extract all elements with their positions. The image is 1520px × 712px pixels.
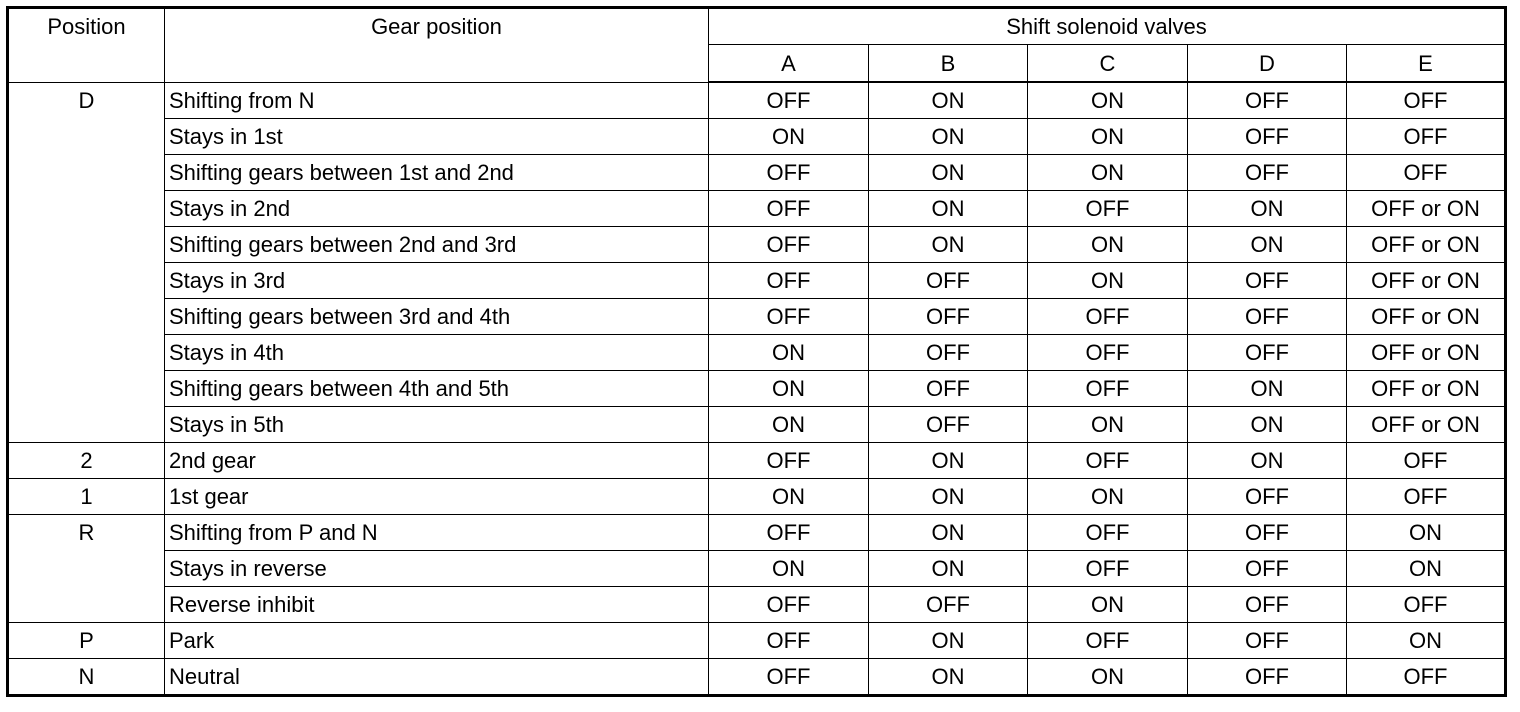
valve-b-state-cell: ON <box>869 82 1028 119</box>
valve-b-state-cell: ON <box>869 227 1028 263</box>
valve-d-state-cell: ON <box>1188 191 1347 227</box>
valve-c-state-cell: ON <box>1028 227 1188 263</box>
header-valve-a: A <box>709 45 869 83</box>
valve-a-state-cell: OFF <box>709 155 869 191</box>
valve-c-state-cell: ON <box>1028 479 1188 515</box>
header-shift-solenoid-valves: Shift solenoid valves <box>709 8 1506 45</box>
valve-e-state-cell: OFF <box>1347 82 1506 119</box>
valve-d-state-cell: OFF <box>1188 479 1347 515</box>
table-row <box>8 659 1506 696</box>
valve-b-state-cell: OFF <box>869 335 1028 371</box>
valve-d-state-cell: OFF <box>1188 299 1347 335</box>
table-row <box>8 263 1506 299</box>
position-cell: P <box>8 623 165 659</box>
valve-c-state-cell: ON <box>1028 119 1188 155</box>
valve-a-state-cell: OFF <box>709 443 869 479</box>
valve-e-state-cell: OFF <box>1347 479 1506 515</box>
valve-c-state-cell: ON <box>1028 659 1188 696</box>
valve-e-state-cell: OFF or ON <box>1347 407 1506 443</box>
table-row <box>8 299 1506 335</box>
valve-a-state-cell: ON <box>709 371 869 407</box>
valve-a-state-cell: OFF <box>709 587 869 623</box>
valve-a-state-cell: ON <box>709 335 869 371</box>
valve-e-state-cell: OFF or ON <box>1347 335 1506 371</box>
valve-a-state-cell: OFF <box>709 191 869 227</box>
valve-e-state-cell: OFF or ON <box>1347 299 1506 335</box>
valve-a-state-cell: OFF <box>709 263 869 299</box>
valve-b-state-cell: ON <box>869 443 1028 479</box>
valve-a-state-cell: OFF <box>709 227 869 263</box>
valve-c-state-cell: OFF <box>1028 515 1188 551</box>
position-cell: 2 <box>8 443 165 479</box>
valve-a-state-cell: OFF <box>709 82 869 119</box>
valve-d-state-cell: ON <box>1188 227 1347 263</box>
valve-c-state-cell: ON <box>1028 263 1188 299</box>
valve-b-state-cell: ON <box>869 659 1028 696</box>
gear-position-cell: Stays in reverse <box>165 551 709 587</box>
valve-b-state-cell: ON <box>869 515 1028 551</box>
table-row <box>8 335 1506 371</box>
valve-b-state-cell: OFF <box>869 263 1028 299</box>
gear-position-cell: Stays in 1st <box>165 119 709 155</box>
position-cell: 1 <box>8 479 165 515</box>
gear-position-cell: Shifting gears between 3rd and 4th <box>165 299 709 335</box>
valve-e-state-cell: OFF or ON <box>1347 191 1506 227</box>
table-row <box>8 82 1506 119</box>
gear-position-cell: Shifting gears between 1st and 2nd <box>165 155 709 191</box>
valve-e-state-cell: OFF or ON <box>1347 263 1506 299</box>
valve-c-state-cell: OFF <box>1028 299 1188 335</box>
valve-c-state-cell: OFF <box>1028 551 1188 587</box>
gear-position-cell: Shifting from N <box>165 82 709 119</box>
valve-e-state-cell: OFF <box>1347 659 1506 696</box>
table-row <box>8 371 1506 407</box>
valve-b-state-cell: ON <box>869 479 1028 515</box>
table-row <box>8 191 1506 227</box>
valve-b-state-cell: ON <box>869 623 1028 659</box>
valve-a-state-cell: OFF <box>709 623 869 659</box>
valve-a-state-cell: ON <box>709 119 869 155</box>
valve-d-state-cell: ON <box>1188 407 1347 443</box>
valve-d-state-cell: OFF <box>1188 623 1347 659</box>
valve-e-state-cell: ON <box>1347 551 1506 587</box>
header-valve-c: C <box>1028 45 1188 83</box>
valve-a-state-cell: OFF <box>709 515 869 551</box>
gear-position-cell: Shifting from P and N <box>165 515 709 551</box>
header-valve-d: D <box>1188 45 1347 83</box>
valve-c-state-cell: OFF <box>1028 335 1188 371</box>
gear-position-cell: Neutral <box>165 659 709 696</box>
table-row <box>8 119 1506 155</box>
header-valve-b: B <box>869 45 1028 83</box>
table-row <box>8 587 1506 623</box>
gear-position-cell: Shifting gears between 2nd and 3rd <box>165 227 709 263</box>
valve-a-state-cell: ON <box>709 551 869 587</box>
solenoid-table-container <box>6 6 1507 697</box>
valve-e-state-cell: OFF <box>1347 155 1506 191</box>
table-row <box>8 155 1506 191</box>
valve-d-state-cell: OFF <box>1188 155 1347 191</box>
valve-b-state-cell: ON <box>869 551 1028 587</box>
valve-a-state-cell: ON <box>709 407 869 443</box>
valve-c-state-cell: ON <box>1028 82 1188 119</box>
valve-e-state-cell: OFF <box>1347 119 1506 155</box>
valve-d-state-cell: ON <box>1188 371 1347 407</box>
valve-b-state-cell: OFF <box>869 407 1028 443</box>
valve-c-state-cell: OFF <box>1028 371 1188 407</box>
valve-b-state-cell: ON <box>869 191 1028 227</box>
table-row <box>8 515 1506 551</box>
valve-d-state-cell: OFF <box>1188 587 1347 623</box>
valve-d-state-cell: OFF <box>1188 82 1347 119</box>
valve-d-state-cell: ON <box>1188 443 1347 479</box>
valve-b-state-cell: OFF <box>869 299 1028 335</box>
valve-a-state-cell: ON <box>709 479 869 515</box>
valve-d-state-cell: OFF <box>1188 551 1347 587</box>
valve-e-state-cell: OFF or ON <box>1347 371 1506 407</box>
valve-e-state-cell: OFF <box>1347 443 1506 479</box>
gear-position-cell: Shifting gears between 4th and 5th <box>165 371 709 407</box>
table-body <box>8 82 1506 696</box>
valve-b-state-cell: ON <box>869 119 1028 155</box>
header-gear-position: Gear position <box>165 8 709 83</box>
gear-position-cell: Stays in 3rd <box>165 263 709 299</box>
header-position: Position <box>8 8 165 83</box>
table-row <box>8 227 1506 263</box>
valve-c-state-cell: ON <box>1028 155 1188 191</box>
gear-position-cell: Stays in 4th <box>165 335 709 371</box>
valve-e-state-cell: OFF <box>1347 587 1506 623</box>
valve-b-state-cell: OFF <box>869 371 1028 407</box>
valve-c-state-cell: ON <box>1028 587 1188 623</box>
table-row <box>8 443 1506 479</box>
valve-d-state-cell: OFF <box>1188 119 1347 155</box>
gear-position-cell: Reverse inhibit <box>165 587 709 623</box>
valve-b-state-cell: OFF <box>869 587 1028 623</box>
table-row <box>8 551 1506 587</box>
valve-d-state-cell: OFF <box>1188 335 1347 371</box>
valve-c-state-cell: OFF <box>1028 443 1188 479</box>
valve-e-state-cell: ON <box>1347 515 1506 551</box>
table-row <box>8 407 1506 443</box>
gear-position-cell: 1st gear <box>165 479 709 515</box>
gear-position-cell: Stays in 2nd <box>165 191 709 227</box>
shift-solenoid-table <box>6 6 1507 697</box>
gear-position-cell: Stays in 5th <box>165 407 709 443</box>
valve-d-state-cell: OFF <box>1188 515 1347 551</box>
valve-e-state-cell: OFF or ON <box>1347 227 1506 263</box>
valve-c-state-cell: OFF <box>1028 191 1188 227</box>
position-cell: D <box>8 82 165 443</box>
valve-c-state-cell: ON <box>1028 407 1188 443</box>
valve-d-state-cell: OFF <box>1188 263 1347 299</box>
valve-c-state-cell: OFF <box>1028 623 1188 659</box>
position-cell: R <box>8 515 165 623</box>
table-row <box>8 479 1506 515</box>
header-valve-e: E <box>1347 45 1506 83</box>
gear-position-cell: 2nd gear <box>165 443 709 479</box>
valve-d-state-cell: OFF <box>1188 659 1347 696</box>
valve-e-state-cell: ON <box>1347 623 1506 659</box>
position-cell: N <box>8 659 165 696</box>
gear-position-cell: Park <box>165 623 709 659</box>
valve-a-state-cell: OFF <box>709 659 869 696</box>
valve-b-state-cell: ON <box>869 155 1028 191</box>
valve-a-state-cell: OFF <box>709 299 869 335</box>
table-row <box>8 623 1506 659</box>
